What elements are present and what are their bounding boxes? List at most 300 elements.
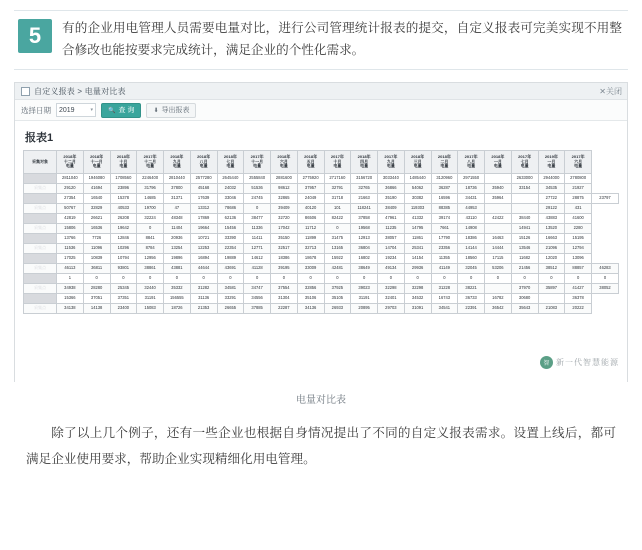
column-header: 2018年 三月 电量: [404, 151, 431, 174]
table-cell: 31191: [351, 294, 378, 304]
watermark: [540, 356, 619, 369]
query-button[interactable]: [101, 103, 141, 118]
table-cell: 31228: [431, 284, 458, 294]
table-cell: 10839: [83, 254, 110, 264]
table-cell: 2717160: [324, 174, 351, 184]
table-cell: 14144: [458, 244, 485, 254]
table-cell: [485, 224, 512, 234]
table-cell: 31796: [137, 184, 164, 194]
table-cell: 32720: [271, 214, 298, 224]
table-cell: 34431: [458, 194, 485, 204]
table-cell: 26933: [324, 304, 351, 314]
table-cell: 2810440: [164, 174, 191, 184]
window-icon: [21, 87, 30, 96]
table-cell: 21927: [565, 184, 592, 194]
table-cell: 13766: [57, 234, 84, 244]
table-cell: 32829: [83, 204, 110, 214]
table-cell: 48348: [164, 214, 191, 224]
table-cell: 16463: [485, 234, 512, 244]
table-cell: 37800: [164, 184, 191, 194]
table-cell: 16596: [431, 194, 458, 204]
row-header: 采集点: [24, 174, 57, 184]
table-cell: 14154: [404, 254, 431, 264]
table-cell: 27722: [538, 194, 565, 204]
column-header: 2017年 七月 电量: [511, 151, 538, 174]
table-cell: 88385: [431, 204, 458, 214]
table-cell: 38477: [244, 214, 271, 224]
table-cell: 32865: [271, 194, 298, 204]
table-cell: 36542: [485, 304, 512, 314]
table-cell: 38440: [511, 214, 538, 224]
table-cell: 31304: [271, 294, 298, 304]
table-row: [24, 194, 619, 204]
table-row: [24, 274, 619, 284]
table-cell: 21456: [511, 264, 538, 274]
table-cell: 41694: [83, 184, 110, 194]
table-cell: 2577280: [190, 174, 217, 184]
column-header: 2017年 八月 电量: [458, 151, 485, 174]
table-cell: 38052: [592, 284, 619, 294]
table-cell: 46113: [57, 264, 84, 274]
table-cell: 31475: [324, 234, 351, 244]
table-cell: 36287: [431, 184, 458, 194]
table-row: [24, 284, 619, 294]
table-cell: 18736: [458, 184, 485, 194]
table-cell: 0: [351, 274, 378, 284]
table-cell: 32045: [458, 264, 485, 274]
table-cell: 43883: [538, 214, 565, 224]
column-header: 采集对象: [24, 151, 57, 174]
table-cell: 93801: [110, 264, 137, 274]
table-cell: 1485440: [404, 174, 431, 184]
table-cell: 17869: [190, 214, 217, 224]
table-cell: 43110: [458, 214, 485, 224]
table-cell: 17639: [190, 194, 217, 204]
table-cell: 41332: [404, 214, 431, 224]
table-body: [24, 174, 619, 314]
row-header: 采集点: [24, 274, 57, 284]
table-cell: 41149: [431, 264, 458, 274]
table-cell: 12771: [244, 244, 271, 254]
table-cell: 0: [244, 274, 271, 284]
table-cell: 31091: [404, 304, 431, 314]
closing-paragraph: 除了以上几个例子，还有一些企业也根据自身情况提出了不同的自定义报表需求。设置上线后，都可满足企业使用要求，帮助企业实现精细化用电管理。: [26, 426, 616, 466]
table-cell: 38057: [378, 234, 405, 244]
table-cell: 14908: [458, 224, 485, 234]
table-cell: 32401: [378, 294, 405, 304]
watermark-logo-icon: 智: [540, 356, 553, 369]
table-cell: 2633000: [511, 174, 538, 184]
row-header: 采集点: [24, 214, 57, 224]
row-header: 采集点: [24, 234, 57, 244]
table-cell: 35150: [271, 234, 298, 244]
table-cell: 35897: [538, 284, 565, 294]
table-cell: 42422: [485, 214, 512, 224]
column-header: 2018年 七月 电量: [217, 151, 244, 174]
table-cell: 14941: [511, 224, 538, 234]
table-cell: 36866: [378, 184, 405, 194]
table-cell: 36811: [83, 264, 110, 274]
row-header: 采集点: [24, 244, 57, 254]
table-cell: 19568: [351, 224, 378, 234]
table-cell: 16663: [538, 234, 565, 244]
table-cell: 11096: [83, 244, 110, 254]
table-cell: 23896: [110, 184, 137, 194]
table-row: [24, 294, 619, 304]
table-cell: 14444: [485, 244, 512, 254]
table-cell: 3033440: [378, 174, 405, 184]
table-row: [24, 304, 619, 314]
table-cell: 54062: [404, 184, 431, 194]
row-header: 采集点: [24, 254, 57, 264]
table-cell: 11411: [244, 234, 271, 244]
table-cell: 33390: [217, 234, 244, 244]
column-header: 2018年 十一月 电量: [83, 151, 110, 174]
table-cell: 10721: [190, 234, 217, 244]
row-header: 采集点: [24, 184, 57, 194]
table-cell: 34541: [431, 304, 458, 314]
callout-number-badge: 5: [18, 19, 52, 53]
table-cell: 8841: [137, 234, 164, 244]
table-cell: 7661: [431, 224, 458, 234]
table-cell: 45168: [190, 184, 217, 194]
table-cell: 31191: [137, 294, 164, 304]
table-cell: 11536: [57, 244, 84, 254]
table-cell: 21353: [190, 304, 217, 314]
table-cell: 25341: [404, 244, 431, 254]
table-row: [24, 204, 619, 214]
table-cell: 13254: [164, 244, 191, 254]
column-header: 2017年 十月 电量: [324, 151, 351, 174]
table-cell: 18726: [164, 304, 191, 314]
table-cell: 0: [431, 274, 458, 284]
table-cell: 20936: [164, 234, 191, 244]
table-row: [24, 224, 619, 234]
table-cell: 35964: [485, 194, 512, 204]
table-cell: 11355: [431, 254, 458, 264]
table-cell: 32224: [137, 214, 164, 224]
breadcrumb[interactable]: 自定义报表 > 电量对比表: [34, 86, 126, 96]
table-cell: 40533: [110, 204, 137, 214]
column-header: 2018年 九月 电量: [164, 151, 191, 174]
table-cell: 119303: [404, 204, 431, 214]
column-header: 2018年 四月 电量: [351, 151, 378, 174]
table-cell: 0: [164, 274, 191, 284]
table-cell: 16802: [351, 254, 378, 264]
table-cell: 0: [485, 274, 512, 284]
table-cell: 10296: [110, 244, 137, 254]
row-header: 采集点: [24, 264, 57, 274]
table-cell: 32856: [297, 284, 324, 294]
table-cell: 22354: [217, 244, 244, 254]
table-cell: 38512: [538, 264, 565, 274]
report-title: 报表1: [25, 132, 54, 144]
export-button[interactable]: [146, 103, 196, 118]
table-cell: 1946080: [83, 174, 110, 184]
table-cell: 11899: [297, 234, 324, 244]
table-cell: 16894: [190, 254, 217, 264]
table-cell: 23797: [592, 194, 619, 204]
year-select-value: 2019: [59, 106, 75, 114]
table-cell: 42819: [57, 214, 84, 224]
table-cell: 13312: [190, 204, 217, 214]
table-cell: [511, 204, 538, 214]
row-header: 采集点: [24, 294, 57, 304]
table-cell: 27354: [57, 194, 84, 204]
table-cell: 14704: [378, 244, 405, 254]
table-cell: 32791: [324, 184, 351, 194]
table-cell: 15366: [57, 294, 84, 304]
table-cell: 86506: [297, 214, 324, 224]
table-cell: 7726: [83, 234, 110, 244]
table-cell: 44644: [190, 264, 217, 274]
table-cell: 29936: [404, 264, 431, 274]
table-cell: 39409: [271, 204, 298, 214]
table-cell: 13546: [511, 244, 538, 254]
table-cell: 18386: [458, 234, 485, 244]
table-cell: 0: [217, 274, 244, 284]
table-cell: 35940: [485, 184, 512, 194]
table-cell: 37858: [351, 214, 378, 224]
table-cell: [511, 194, 538, 204]
table-cell: 17025: [57, 254, 84, 264]
table-row: [24, 264, 619, 274]
report-table: [23, 150, 619, 314]
table-cell: 16743: [431, 294, 458, 304]
table-cell: 12020: [538, 254, 565, 264]
table-cell: 0: [244, 204, 271, 214]
table-cell: 13096: [565, 254, 592, 264]
table-cell: 22287: [271, 304, 298, 314]
download-icon: ⬇: [153, 107, 159, 114]
table-cell: 0: [378, 274, 405, 284]
table-cell: 38221: [458, 284, 485, 294]
table-row: [24, 174, 619, 184]
table-cell: 15456: [217, 224, 244, 234]
table-cell: 18678: [297, 254, 324, 264]
table-cell: 11404: [164, 224, 191, 234]
table-cell: 35332: [164, 284, 191, 294]
table-cell: 17790: [431, 234, 458, 244]
table-cell: 31136: [190, 294, 217, 304]
table-row: [24, 234, 619, 244]
table-cell: 16536: [83, 224, 110, 234]
row-header: 采集点: [24, 204, 57, 214]
table-cell: 34556: [244, 294, 271, 304]
column-header: 2018年 十月 电量: [110, 151, 137, 174]
table-cell: 39195: [271, 264, 298, 274]
table-cell: 37351: [110, 294, 137, 304]
table-cell: 101: [324, 204, 351, 214]
table-cell: 41600: [565, 214, 592, 224]
table-cell: 19700: [137, 204, 164, 214]
table-cell: 53206: [485, 264, 512, 274]
table-cell: 37925: [324, 284, 351, 294]
table-cell: 36378: [565, 294, 592, 304]
year-select[interactable]: [56, 103, 96, 117]
table-cell: 33046: [217, 194, 244, 204]
table-cell: 19896: [164, 254, 191, 264]
table-cell: 28875: [565, 194, 592, 204]
column-header: 2018年 八月 电量: [190, 151, 217, 174]
table-cell: 38649: [351, 264, 378, 274]
table-row: [24, 214, 619, 224]
table-cell: 15126: [511, 234, 538, 244]
table-cell: 18386: [271, 254, 298, 264]
table-cell: 2780800: [565, 174, 592, 184]
table-cell: 31371: [164, 194, 191, 204]
table-cell: 35190: [378, 194, 405, 204]
table-cell: 32517: [271, 244, 298, 254]
table-cell: 21663: [351, 194, 378, 204]
table-cell: 34938: [57, 284, 84, 294]
table-cell: 32713: [297, 244, 324, 254]
table-cell: 2246400: [137, 174, 164, 184]
table-cell: 33009: [297, 264, 324, 274]
table-cell: [485, 284, 512, 294]
table-cell: 39174: [431, 214, 458, 224]
table-cell: 2280: [565, 224, 592, 234]
table-cell: 44953: [458, 204, 485, 214]
search-icon: 🔍: [108, 107, 116, 114]
table-cell: 78686: [217, 204, 244, 214]
column-header: 2017年 十一月 电量: [244, 151, 271, 174]
table-cell: 82422: [324, 214, 351, 224]
table-cell: 431: [565, 204, 592, 214]
table-cell: 46283: [592, 264, 619, 274]
table-cell: 15195: [565, 234, 592, 244]
table-cell: 2645440: [217, 174, 244, 184]
table-cell: 40120: [297, 204, 324, 214]
filter-label: 选择日期: [21, 105, 51, 115]
table-cell: 3120960: [431, 174, 458, 184]
table-cell: 12846: [110, 234, 137, 244]
table-cell: 2811040: [57, 174, 84, 184]
table-cell: 34747: [244, 284, 271, 294]
table-cell: 37957: [297, 184, 324, 194]
table-cell: 36733: [458, 294, 485, 304]
table-cell: 37051: [83, 294, 110, 304]
table-cell: 0: [565, 274, 592, 284]
table-cell: [485, 174, 512, 184]
table-cell: 0: [458, 274, 485, 284]
table-cell: 37885: [244, 304, 271, 314]
table-cell: 12253: [190, 244, 217, 254]
table-cell: 38861: [137, 264, 164, 274]
table-cell: 38409: [378, 204, 405, 214]
table-cell: 19889: [217, 254, 244, 264]
callout-text: 有的企业用电管理人员需要电量对比，进行公司管理统计报表的提交，自定义报表可完美实现不用整合修改也能按要求完成统计，满足企业的个性化需求。: [62, 21, 622, 57]
table-cell: 31718: [324, 194, 351, 204]
table-cell: 156555: [164, 294, 191, 304]
table-cell: 35643: [511, 304, 538, 314]
table-row: [24, 254, 619, 264]
table-cell: 47: [164, 204, 191, 214]
app-titlebar: [15, 83, 627, 100]
table-cell: 23356: [431, 244, 458, 254]
app-toolbar: [15, 100, 627, 121]
table-cell: 35106: [297, 294, 324, 304]
table-row: [24, 244, 619, 254]
table-cell: 62136: [217, 214, 244, 224]
table-cell: 0: [137, 274, 164, 284]
table-cell: 42481: [324, 264, 351, 274]
table-cell: 50767: [57, 204, 84, 214]
table-cell: 39023: [351, 284, 378, 294]
table-cell: 26655: [217, 304, 244, 314]
chevron-down-icon: ▾: [90, 107, 93, 113]
table-cell: 17042: [271, 224, 298, 234]
table-cell: 29703: [378, 304, 405, 314]
table-cell: 23400: [110, 304, 137, 314]
table-cell: 11712: [297, 224, 324, 234]
table-cell: [485, 204, 512, 214]
table-cell: 98612: [271, 184, 298, 194]
table-cell: 16540: [83, 194, 110, 204]
table-cell: 24049: [297, 194, 324, 204]
table-cell: 88857: [565, 264, 592, 274]
table-cell: 22391: [458, 304, 485, 314]
table-header: [24, 151, 619, 174]
table-cell: 14795: [404, 224, 431, 234]
table-cell: 14612: [244, 254, 271, 264]
table-cell: 8784: [137, 244, 164, 254]
table-cell: 41128: [244, 264, 271, 274]
column-header: 2018年 二月 电量: [431, 151, 458, 174]
table-cell: [538, 294, 565, 304]
table-cell: 18560: [458, 254, 485, 264]
table-cell: 24745: [244, 194, 271, 204]
table-cell: 0: [592, 274, 619, 284]
table-cell: 0: [324, 224, 351, 234]
export-button-label: 导出报表: [161, 107, 190, 114]
table-cell: 26208: [110, 214, 137, 224]
table-cell: 0: [190, 274, 217, 284]
table-cell: 35105: [324, 294, 351, 304]
table-cell: 1: [57, 274, 84, 284]
table-cell: 34532: [404, 294, 431, 304]
row-header: 采集点: [24, 224, 57, 234]
table-cell: 32298: [404, 284, 431, 294]
table-cell: 29122: [538, 204, 565, 214]
table-cell: 34535: [538, 184, 565, 194]
column-header: 2017年 六月 电量: [565, 151, 592, 174]
table-cell: 3156720: [351, 174, 378, 184]
column-header: 2017年 十二月 电量: [137, 151, 164, 174]
table-cell: 0: [538, 274, 565, 284]
page-root: [0, 10, 642, 550]
table-cell: 24032: [217, 184, 244, 194]
figure-caption: 电量对比表: [296, 395, 346, 406]
table-cell: 32440: [137, 284, 164, 294]
table-cell: 19234: [378, 254, 405, 264]
table-cell: 49134: [378, 264, 405, 274]
row-header: 采集点: [24, 194, 57, 204]
table-cell: 15083: [137, 304, 164, 314]
table-cell: 0: [137, 224, 164, 234]
table-cell: 33291: [217, 294, 244, 304]
table-cell: 11336: [244, 224, 271, 234]
table-cell: 15806: [57, 224, 84, 234]
table-cell: 21096: [538, 244, 565, 254]
table-cell: 11235: [378, 224, 405, 234]
table-cell: 21083: [538, 304, 565, 314]
table-cell: 13165: [324, 244, 351, 254]
table-cell: 20895: [351, 304, 378, 314]
close-icon[interactable]: ✕关闭: [599, 87, 622, 96]
table-row: [24, 184, 619, 194]
table-cell: 15922: [324, 254, 351, 264]
